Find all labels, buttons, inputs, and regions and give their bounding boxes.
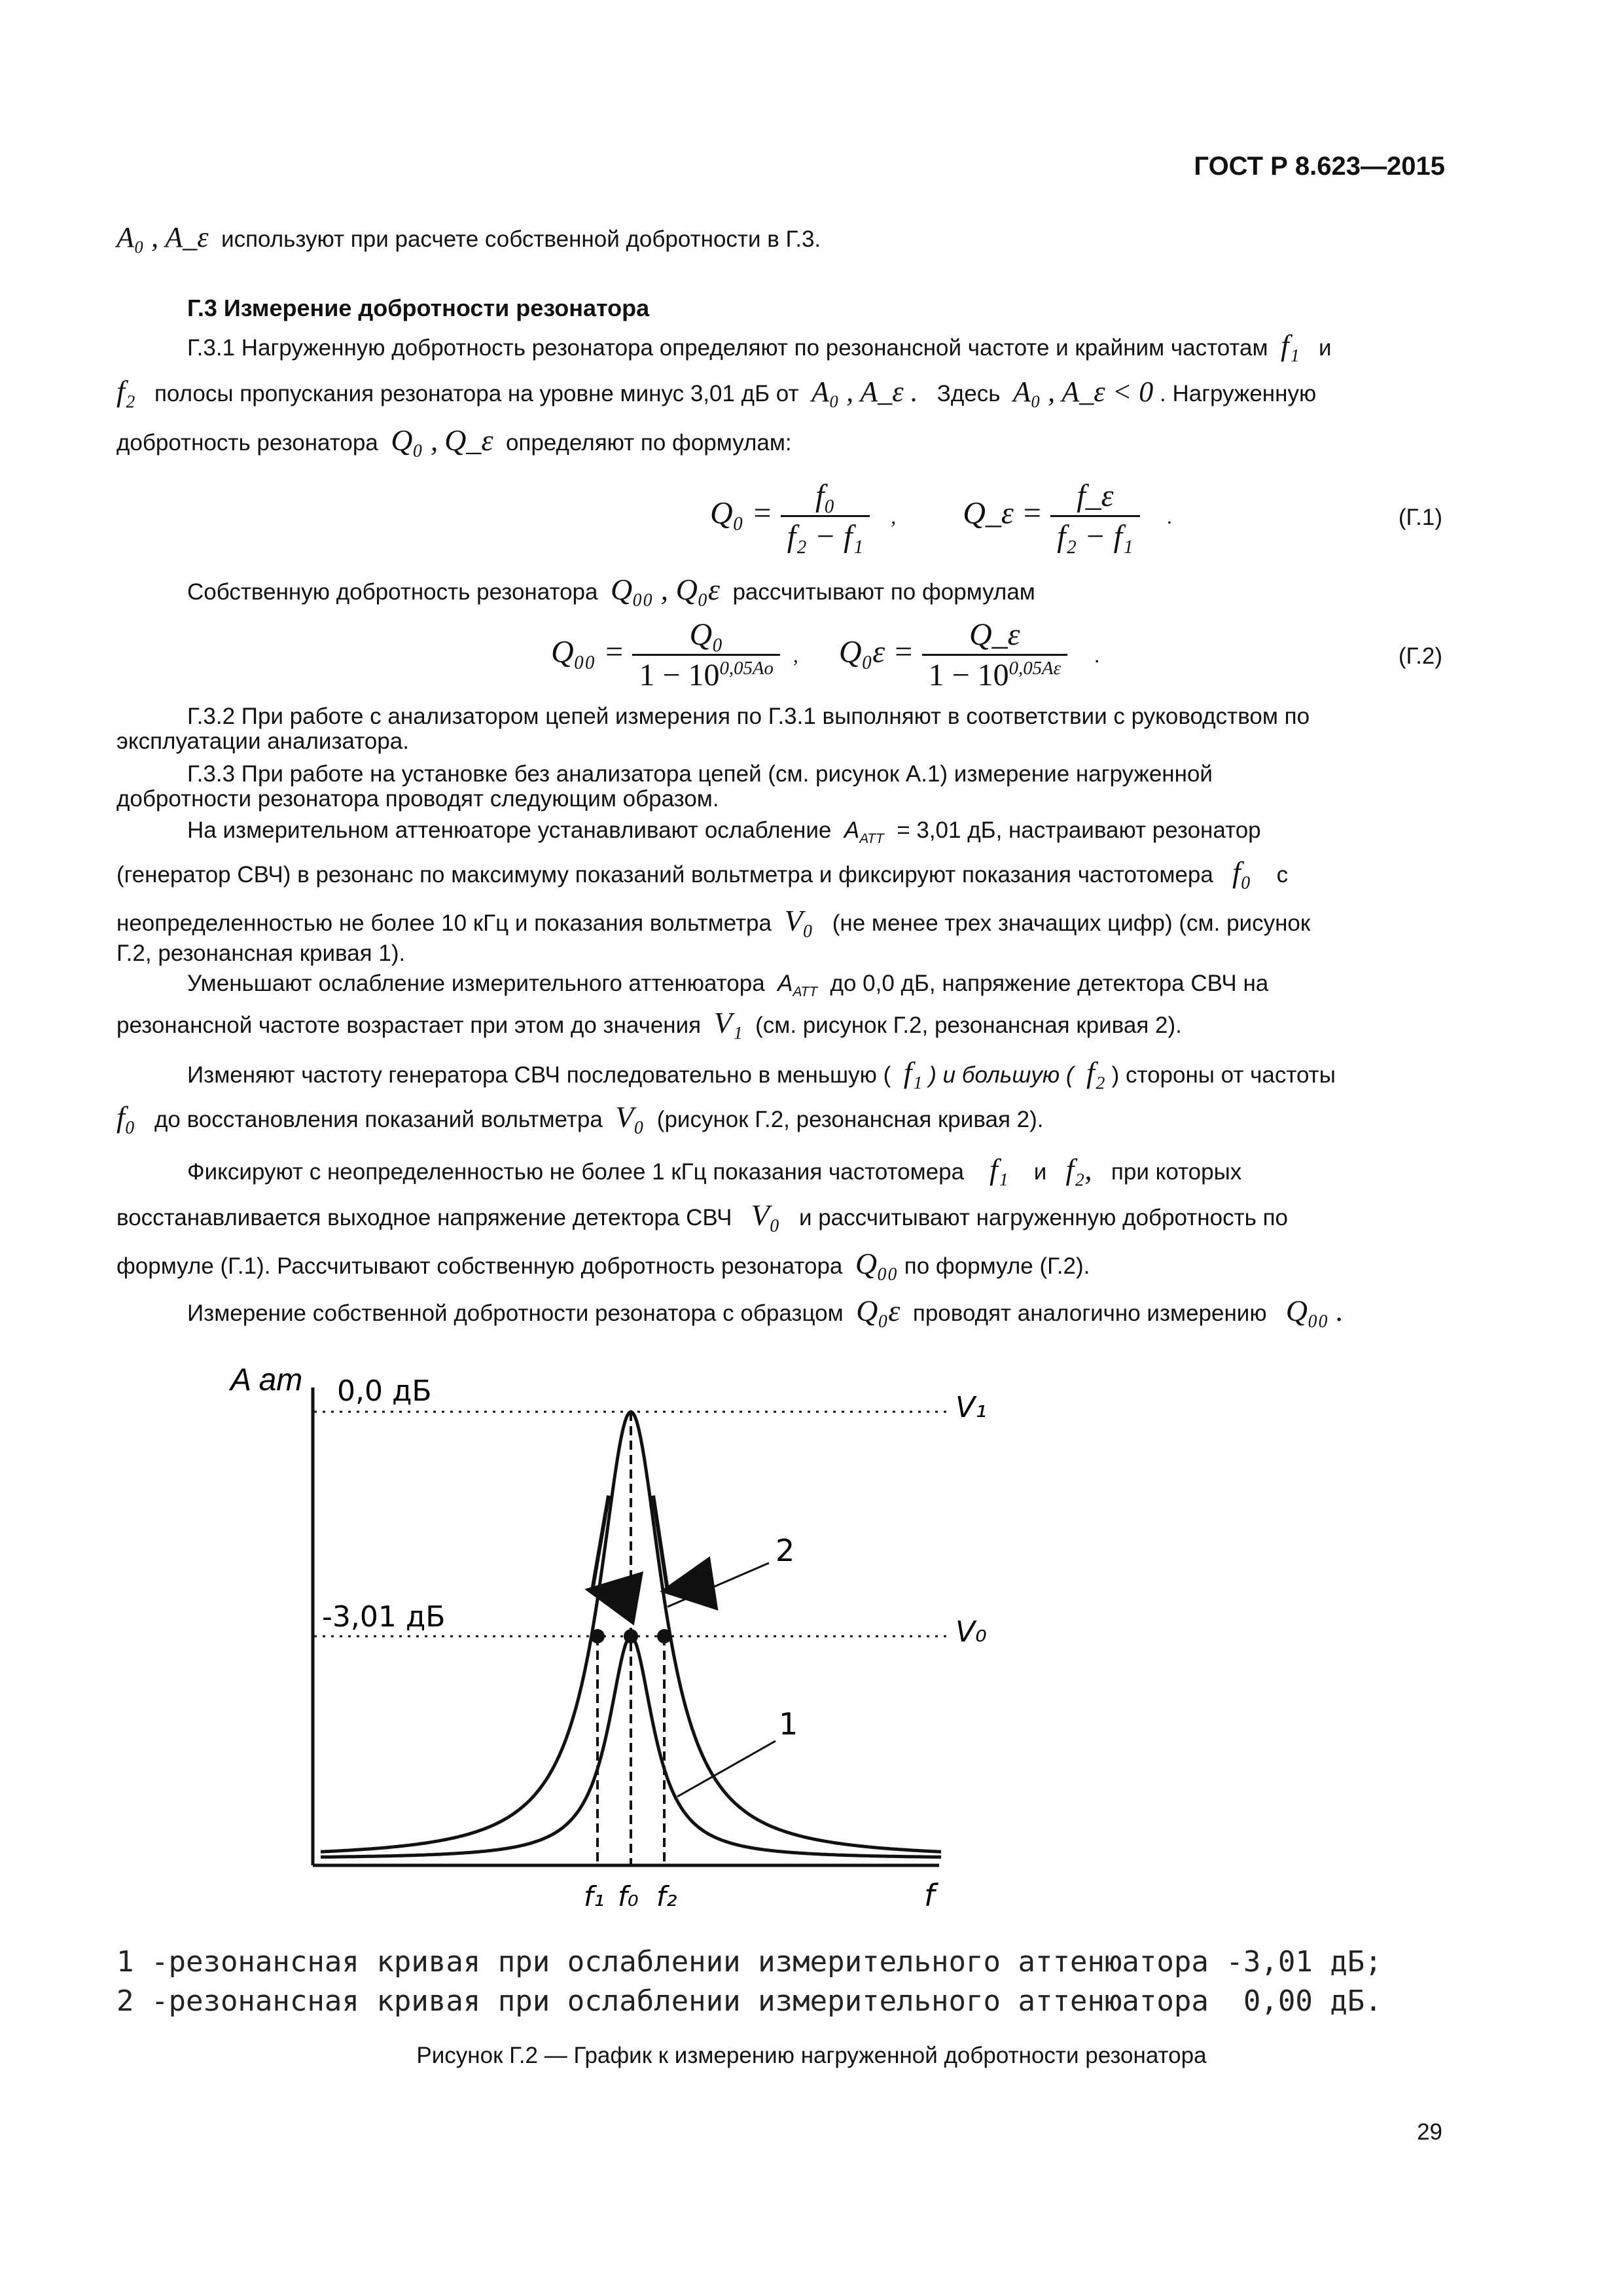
eq2-numerator-2: Q_ε [922, 617, 1067, 656]
p-sample-text-a1: Измерение собственной добротности резонатора с образцом [187, 1300, 844, 1326]
p33-line2: добротности резонатора проводят следующим образом. [116, 786, 719, 812]
var-qe: Q_ε [444, 423, 493, 457]
p-fix-text-b1: восстанавливается выходное напряжение детектора СВЧ [116, 1205, 732, 1230]
var-f0: f₀ [1232, 855, 1251, 889]
p-fix-line1 [187, 1155, 1241, 1187]
p-reduce-line2 [116, 1008, 1182, 1041]
p-meas-line1 [187, 816, 1261, 854]
var-f1: f₁ [1281, 329, 1300, 362]
eq2-comma: , [793, 643, 798, 667]
eq1-denominator-1: f₂ − f₁ [787, 519, 864, 554]
p-meas-text-a2: = 3,01 дБ, настраивают резонатор [897, 817, 1261, 843]
p31-line2 [116, 376, 1442, 409]
var-f2: f₂ [116, 374, 135, 408]
p-fix-text-a2: при которых [1111, 1159, 1242, 1185]
var-f0-2: f₀ [116, 1100, 135, 1134]
p-fix-text-c2: по формуле (Г.2). [904, 1253, 1090, 1279]
eq2-den2-exponent: 0,05Aε [1008, 658, 1061, 679]
curve2-leader [668, 1563, 769, 1607]
p31-text-a: Г.3.1 Нагруженную добротность резонатора определяют по резонансной частоте и крайним частотам [187, 335, 1268, 361]
var-v0-3: V₀ [751, 1198, 780, 1232]
p-change-text-b2: (рисунок Г.2, резонансная кривая 2). [656, 1107, 1044, 1132]
p33-line1: Г.3.3 При работе на установке без анализатора цепей (см. рисунок А.1) измерение нагруженной [187, 761, 1213, 787]
p-reduce-text-b1: резонансной частоте возрастает при этом до значения [116, 1013, 702, 1038]
p-meas-c-end: с [1276, 862, 1289, 888]
var-v1: V₁ [713, 1006, 743, 1039]
p31-and: и [1318, 335, 1332, 361]
p31-line3 [116, 425, 792, 458]
v1-label: V₁ [955, 1391, 987, 1424]
f0-tick-label: f₀ [618, 1880, 639, 1911]
curve2-label: 2 [776, 1533, 795, 1568]
p-reduce-line1 [187, 969, 1268, 1007]
p-meas-text-b: (генератор СВЧ) в резонанс по максимуму показаний вольтметра и фиксируют показания частотомера [116, 862, 1213, 888]
var-a0-ae: A₀ , A_ε [116, 221, 209, 253]
p-meas-text-a1: На измерительном аттенюаторе устанавливают ослабление [187, 817, 832, 843]
eq1-q0: Q₀ = [710, 495, 773, 531]
var-aatt [844, 817, 884, 846]
equation-g1 [710, 478, 1173, 554]
point-f2 [657, 1629, 671, 1643]
aatt-sub: АТТ [859, 831, 884, 846]
legend-line-1: 1 -резонансная кривая при ослаблении измерительного аттенюатора -3,01 дБ; [116, 1945, 1382, 1979]
p-fix-text-a1: Фиксируют с неопределенностью не более 1 кГц показания частотомера [187, 1159, 965, 1185]
var-f1-2: f₁ [903, 1056, 923, 1089]
p-change-line2 [116, 1102, 1044, 1135]
condition-less-zero: A₀ , A_ε < 0 [1012, 376, 1154, 408]
eq2-den2-base: 1 − 10 [928, 658, 1009, 692]
p-meas-line4: Г.2, резонансная кривая 1). [116, 941, 406, 966]
p31-text-b: полосы пропускания резонатора на уровне минус 3,01 дБ от [154, 381, 799, 406]
var-v0-2: V₀ [615, 1100, 645, 1134]
var-a0-ae-2: A₀ , A_ε . [811, 376, 918, 408]
eq1-qe: Q_ε = [963, 495, 1043, 531]
curve1-leader [677, 1741, 776, 1797]
p-fix-line3 [116, 1249, 1090, 1282]
eq1-comma: , [891, 504, 897, 528]
eq1-numerator-2: f_ε [1050, 478, 1139, 517]
f1-tick-label: f₁ [584, 1880, 605, 1911]
var-f1-3: f₁ [990, 1153, 1008, 1186]
eq2-denominator-2 [922, 656, 1067, 693]
page-number: 29 [1417, 2119, 1442, 2145]
p-sample [187, 1296, 1344, 1329]
var-v0: V₀ [784, 904, 813, 937]
var-f2-3: f₂, [1065, 1153, 1092, 1186]
standard-header: ГОСТ Р 8.623—2015 [1194, 152, 1445, 181]
p-own-text-b: рассчитывают по формулам [732, 579, 1035, 605]
p-change-text-a1: Изменяют частоту генератора СВЧ последовательно в меньшую ( [187, 1062, 891, 1088]
eq2-denominator-1 [632, 656, 779, 693]
legend-line-2: 2 -резонансная кривая при ослаблении измерительного аттенюатора 0,00 дБ. [116, 1984, 1382, 2018]
intro-paragraph [116, 223, 821, 255]
eq1-label: (Г.1) [1398, 505, 1442, 530]
p-meas-line2 [116, 857, 1288, 890]
f2-tick-label: f₂ [656, 1880, 677, 1911]
p-fix-and: и [1033, 1159, 1047, 1185]
var-q0: Q₀ , [391, 423, 438, 457]
eq2-numerator-1: Q₀ [632, 617, 779, 656]
p31-text-c: . Нагруженную [1160, 381, 1317, 406]
eq1-numerator-1: f₀ [781, 478, 870, 517]
aatt-letter-2: A [777, 971, 793, 996]
p31-zdes: Здесь [936, 381, 1001, 406]
section-title: Г.3 Измерение добротности резонатора [187, 295, 650, 321]
p-own-q [187, 575, 1035, 607]
resonance-figure [196, 1348, 1145, 1911]
eq2-fraction-1 [632, 617, 779, 693]
level-top-label: 0,0 дБ [337, 1374, 432, 1408]
p-own-text-a: Собственную добротность резонатора [187, 579, 598, 605]
p-fix-line2 [116, 1200, 1288, 1233]
p31-text-d: добротность резонатора [116, 430, 378, 456]
equation-g2 [551, 617, 1100, 693]
var-q00-2: Q₀₀ . [1285, 1294, 1344, 1327]
eq2-dot: . [1094, 643, 1100, 667]
eq1-denominator-2: f₂ − f₁ [1057, 519, 1133, 554]
p-reduce-text-a2: до 0,0 дБ, напряжение детектора СВЧ на [830, 971, 1269, 996]
p-reduce-text-b2: (см. рисунок Г.2, резонансная кривая 2). [755, 1013, 1182, 1038]
point-f0 [624, 1629, 638, 1643]
p-change-text-a3: ) стороны от частоты [1111, 1062, 1336, 1088]
var-aatt-2 [777, 971, 818, 999]
curve1-label: 1 [779, 1706, 798, 1742]
y-axis-label: A ат [230, 1363, 303, 1397]
point-f1 [590, 1629, 605, 1643]
p-change-line1 [187, 1058, 1336, 1090]
p31-line1 [187, 331, 1442, 363]
var-q00: Q₀₀ [855, 1247, 899, 1280]
eq2-q00: Q₀₀ = [551, 634, 625, 670]
p-change-text-a2: ) и большую ( [929, 1062, 1074, 1088]
p-change-text-b1: до восстановления показаний вольтметра [154, 1107, 603, 1132]
aatt-sub-2: АТТ [793, 984, 818, 999]
p-fix-text-c1: формуле (Г.1). Рассчитывают собственную добротность резонатора [116, 1253, 843, 1279]
eq2-den1-base: 1 − 10 [639, 658, 720, 692]
var-q00-q0e: Q₀₀ , Q₀ε [610, 573, 720, 606]
p-meas-text-c: неопределенностью не более 10 кГц и показания вольтметра [116, 910, 772, 936]
eq2-q0e: Q₀ε = [838, 634, 914, 670]
p-sample-text-a2: проводят аналогично измерению [912, 1300, 1267, 1326]
p-fix-text-b2: и рассчитывают нагруженную добротность по [798, 1205, 1288, 1230]
v0-label: V₀ [955, 1615, 987, 1649]
figure-caption: Рисунок Г.2 — График к измерению нагруженной добротности резонатора [416, 2043, 1207, 2068]
intro-text: используют при расчете собственной добротности в Г.3. [221, 226, 821, 252]
p-meas-text-c2: (не менее трех значащих цифр) (см. рисунок [832, 910, 1311, 936]
p31-text-e: определяют по формулам: [505, 430, 792, 456]
var-q0e: Q₀ε [856, 1294, 901, 1327]
p-reduce-text-a1: Уменьшают ослабление измерительного аттенюатора [187, 971, 765, 996]
p32-line2: эксплуатации анализатора. [116, 728, 409, 754]
x-axis-label: f [924, 1878, 935, 1911]
eq1-dot: . [1167, 504, 1173, 528]
p32-line1: Г.3.2 При работе с анализатором цепей измерения по Г.3.1 выполняют в соответствии с руководством по [187, 704, 1310, 729]
level-mid-label: -3,01 дБ [322, 1600, 446, 1634]
aatt-letter: A [844, 817, 860, 843]
eq2-den1-exponent: 0,05Aо [719, 658, 774, 679]
var-f2-2: f₂ [1086, 1056, 1105, 1089]
eq1-fraction-1 [781, 478, 870, 554]
eq2-fraction-2 [922, 617, 1067, 693]
p-meas-line3 [116, 906, 1310, 939]
eq2-label: (Г.2) [1398, 643, 1442, 669]
eq1-fraction-2 [1050, 478, 1139, 554]
